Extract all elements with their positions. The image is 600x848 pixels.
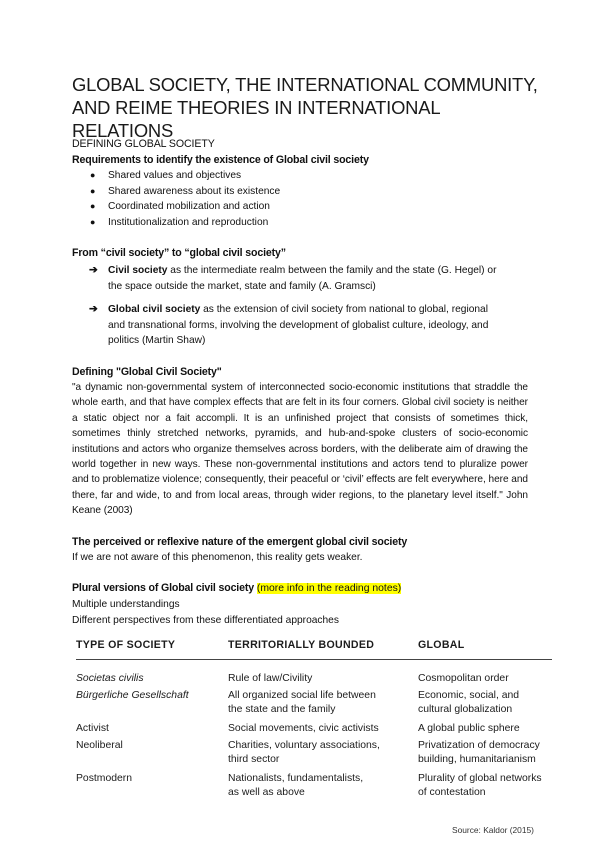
list-item: ● Shared awareness about its existence	[72, 184, 528, 200]
title-line-2: AND REIME THEORIES IN INTERNATIONAL RELATIONS	[72, 97, 440, 141]
table-cell-type: Societas civilis	[76, 673, 144, 684]
table-cell-bounded: Nationalists, fundamentalists, as well as above	[228, 773, 364, 798]
table-source: Source: Kaldor (2015)	[452, 825, 534, 835]
title-line-1: GLOBAL SOCIETY, THE INTERNATIONAL COMMUNITY,	[72, 74, 538, 95]
section-defining-gcs	[72, 364, 528, 519]
section-line: Multiple understandings	[72, 599, 180, 610]
list-item: ● Shared values and objectives	[72, 168, 528, 184]
list-item: ● Institutionalization and reproduction	[72, 215, 528, 231]
list-item: ● Coordinated mobilization and action	[72, 199, 528, 215]
requirements-list	[72, 168, 528, 230]
table-cell-global: Plurality of global networks of contestation	[418, 773, 542, 798]
bullet-icon: ●	[90, 216, 96, 227]
table-header: TYPE OF SOCIETY	[76, 639, 176, 651]
table-cell-global: Economic, social, and cultural globalization	[418, 690, 520, 715]
definitions-list	[72, 263, 528, 349]
section-line: Different perspectives from these differentiated approaches	[72, 615, 339, 626]
section-subheading: Requirements to identify the existence of Global civil society	[72, 154, 369, 166]
term: Global civil society	[108, 304, 201, 316]
section-civil-to-global	[72, 245, 528, 357]
keane-quote: "a dynamic non-governmental system of interconnected socio-economic institutions that straddle the whole earth, and that have complex effects that are felt in its four corners. Global civil society is neither a static object nor a fait accompli. It is an unfinished project that consists of sometimes thick, sometimes thinly stretched networks, pyramids, and hub-and-spoke clusters of socio-economic institutions and actors who organize themselves across borders, with the deliberate aim of drawing the world together in new ways. These non-governmental institutions and actors tend to pluralize power and to problematize violence; consequently, their peaceful or ‘civil’ effects are felt everywhere, here and there, far and wide, to and from local areas, through wider regions, to the planetary level itself." John Keane (2003)	[72, 382, 528, 517]
table-header: GLOBAL	[418, 639, 465, 651]
table-cell-bounded: Rule of law/Civility	[228, 673, 313, 684]
page-title	[72, 73, 542, 142]
table-cell-bounded: Social movements, civic activists	[228, 723, 379, 734]
table-cell-global: Cosmopolitan order	[418, 673, 509, 684]
table-cell-type: Activist	[76, 723, 109, 734]
arrow-right-icon: ➔	[89, 264, 98, 276]
term: Civil society	[108, 265, 168, 276]
section-heading: The perceived or reflexive nature of the emergent global civil society	[72, 536, 408, 548]
table-cell-bounded: All organized social life between the state and the family	[228, 690, 376, 715]
table-cell-type: Neoliberal	[76, 740, 123, 751]
section-text: If we are not aware of this phenomenon, this reality gets weaker.	[72, 552, 363, 563]
section-heading: DEFINING GLOBAL SOCIETY	[72, 138, 215, 150]
section-plural-versions	[72, 580, 528, 629]
table-cell-type: Bürgerliche Gesellschaft	[76, 690, 189, 701]
table-cell-global: Privatization of democracy building, humanitarianism	[418, 740, 540, 765]
bullet-icon: ●	[90, 185, 96, 196]
bullet-icon: ●	[90, 170, 96, 180]
section-heading: Plural versions of Global civil society	[72, 582, 254, 594]
arrow-right-icon: ➔	[89, 303, 98, 316]
society-types-table	[76, 639, 556, 799]
list-item: ➔ Civil society as the intermediate realm between the family and the state (G. Hegel) or the space outside the market, state and family (A. Gramsci)	[89, 264, 497, 292]
table-cell-global: A global public sphere	[418, 723, 520, 734]
section-defining-global-society	[72, 136, 528, 230]
table-header: TERRITORIALLY BOUNDED	[228, 639, 375, 651]
section-reflexive-nature	[72, 534, 528, 566]
table-divider	[76, 659, 552, 660]
section-heading: From “civil society” to “global civil society”	[72, 247, 286, 259]
table-cell-type: Postmodern	[76, 773, 133, 784]
highlighted-note: (more info in the reading notes)	[256, 583, 402, 594]
list-item: ➔ Global civil society as the extension of civil society from national to global, regional and transnational forms, involving the development of globalist culture, ideology, and politics (Martin Shaw)	[89, 303, 489, 347]
section-heading: Defining "Global Civil Society"	[72, 366, 222, 378]
bullet-icon: ●	[90, 201, 96, 212]
table-cell-bounded: Charities, voluntary associations, third sector	[228, 740, 380, 765]
